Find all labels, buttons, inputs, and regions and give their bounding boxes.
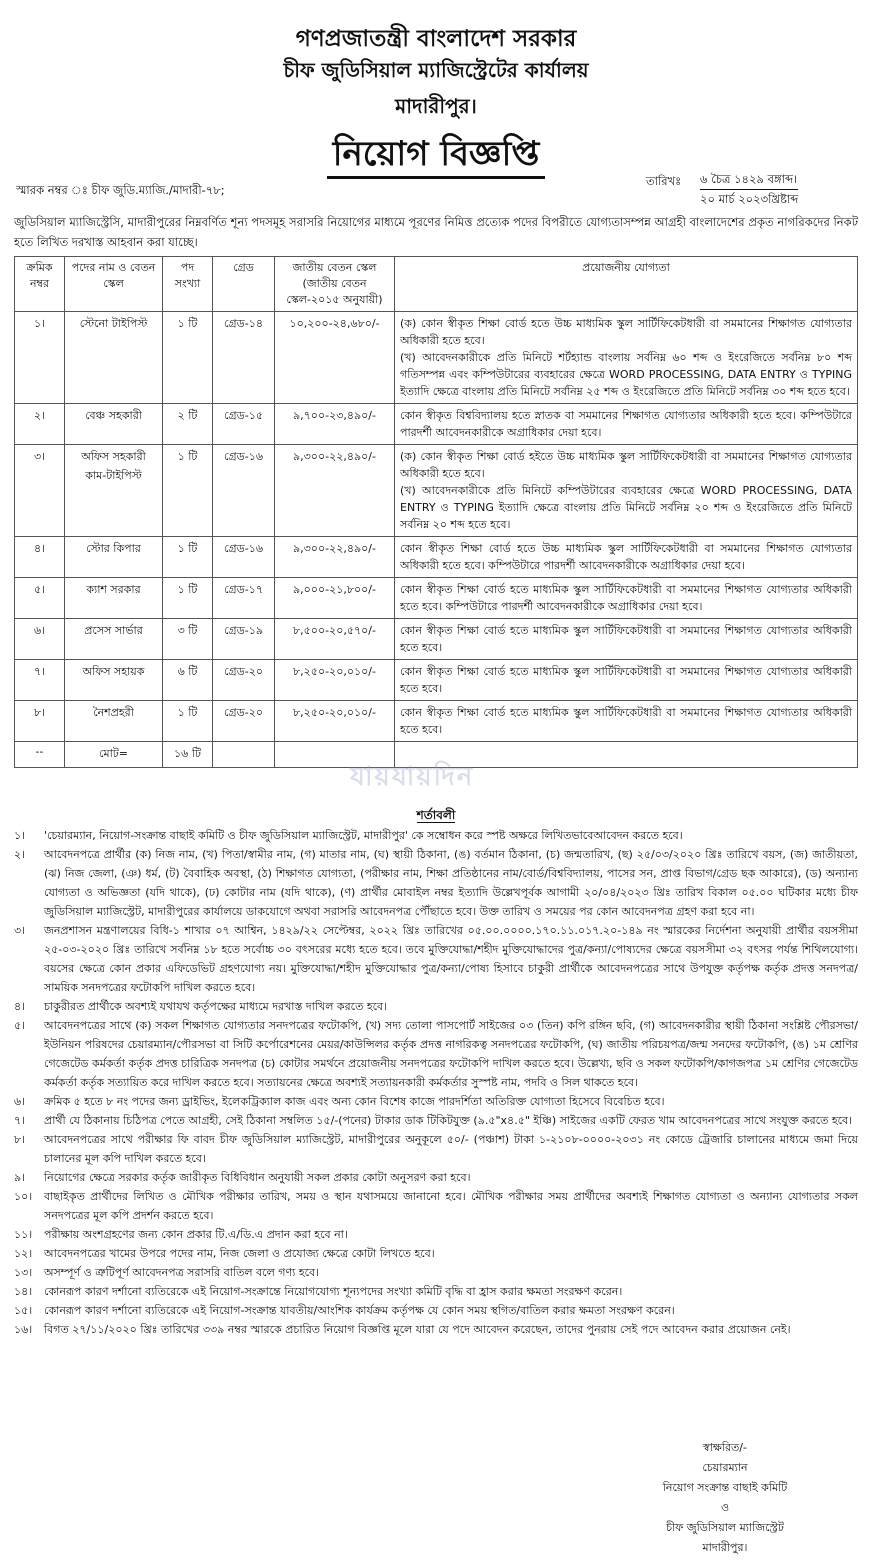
condition-text: 'চেয়ারম্যান, নিয়োগ-সংক্রান্ত বাছাই কমিটি ও চীফ জুডিসিয়াল ম্যাজিস্ট্রেট, মাদারীপুর' কে সম্বোধন করে স্পষ্ট অক্ষরে লিখিতভাবেআবেদন করতে হবে। — [44, 829, 683, 842]
cell-count: ১ টি — [163, 312, 213, 404]
condition-number: ১৫। — [14, 1304, 33, 1317]
cell-sl: ৭। — [15, 660, 65, 701]
watermark: যায়যায়দিন — [350, 762, 475, 792]
signatory-and: ও — [720, 1501, 730, 1514]
condition-text: আবেদনপত্রে প্রার্থীর (ক) নিজ নাম, (খ) পিতা/স্বামীর নাম, (গ) মাতার নাম, (ঘ) স্থায়ী ঠিকানা, (ঙ) বর্তমান ঠিকানা, (চ) জন্মতারিখ, (ছ) ২৫/০৩/২০২০ খ্রিঃ তারিখে বয়স, (জ) জাতীয়তা, (ঝ) নিজ জেলা, (ঞ) ধর্ম, (ট) বৈবাহিক অবস্থা, (ঠ) শিক্ষাগত যোগ্যতা, (পরীক্ষার নাম, শিক্ষা প্রতিষ্ঠানের নাম/বোর্ড/বিশ্ববিদ্যালয়, পাসের সন, প্রাপ্ত বিভাগ/গ্রেড ছক আকারে), (ড) অন্যান্য যোগ্যতা ও অভিজ্ঞতা (যদি থাকে), (ঢ) কোটার নাম (যদি থাকে), (ণ) প্রার্থীর মোবাইল নম্বর ইত্যাদি উল্লেখপূর্বক আগামী ২০/০৪/২০২৩ খ্রিঃ তারিখ বিকাল ০৫.০০ ঘটিকার মধ্যে চীফ জুডিসিয়াল ম্যাজিস্ট্রেট, মাদারীপুরের কার্যালয়ে ডাকযোগে অথবা সরাসরি আবেদনপত্র পৌঁছাতে হবে। উক্ত তারিখ ও সময়ের পর কোন আবেদনপত্র গ্রহণ করা হবে না। — [44, 848, 858, 918]
total-empty-cell — [213, 742, 275, 768]
cell-grade: গ্রেড-১৭ — [213, 578, 275, 619]
posts-table — [14, 256, 858, 768]
condition-number: ২। — [14, 848, 26, 861]
condition-item — [14, 1130, 858, 1168]
office-location: মাদারীপুর। — [395, 94, 477, 118]
cell-count: ৬ টি — [163, 660, 213, 701]
qualification-item: কোন স্বীকৃত শিক্ষা বোর্ড হতে মাধ্যমিক স্কুল সার্টিফিকেটধারী বা সমমানের শিক্ষাগত যোগ্যতার অধিকারী হতে হবে। — [400, 665, 852, 695]
condition-number: ৪। — [14, 1000, 26, 1013]
cell-scale: ৮,২৫০-২০,০১০/- — [275, 701, 395, 742]
condition-item — [14, 1244, 858, 1263]
cell-qualification — [395, 701, 858, 742]
date-english: ২০ মার্চ ২০২৩খ্রিষ্টাব্দ — [700, 192, 799, 206]
qualification-item: (ক) কোন স্বীকৃত শিক্ষা বোর্ড হতে উচ্চ মাধ্যমিক স্কুল সার্টিফিকেটধারী বা সমমানের শিক্ষাগত যোগ্যতার অধিকারী হতে হবে। — [400, 317, 852, 347]
table-row — [15, 537, 858, 578]
col-header-scale: জাতীয় বেতন স্কেল (জাতীয় বেতন স্কেল-২০১৫ অনুযায়ী) — [275, 257, 395, 312]
condition-number: ৮। — [14, 1133, 26, 1146]
condition-item — [14, 1092, 858, 1111]
cell-sl: ৫। — [15, 578, 65, 619]
condition-number: ৬। — [14, 1095, 26, 1108]
cell-grade: গ্রেড-১৬ — [213, 445, 275, 537]
condition-number: ১১। — [14, 1228, 33, 1241]
cell-count: ১ টি — [163, 445, 213, 537]
cell-count: ৩ টি — [163, 619, 213, 660]
cell-scale: ৯,০০০-২১,৮০০/- — [275, 578, 395, 619]
cell-grade: গ্রেড-২০ — [213, 701, 275, 742]
table-row — [15, 701, 858, 742]
date-bangla: ৬ চৈত্র ১৪২৯ বঙ্গাব্দ। — [700, 170, 798, 190]
cell-grade: গ্রেড-১৬ — [213, 537, 275, 578]
signatory-committee: নিয়োগ সংক্রান্ত বাছাই কমিটি — [662, 1481, 788, 1494]
condition-item — [14, 1111, 858, 1130]
condition-text: কোনরূপ কারণ দর্শানো ব্যতিরেকে এই নিয়োগ-সংক্রান্ত যাবতীয়/আংশিক কার্যক্রম কর্তৃপক্ষ যে কোন সময় স্থগিত/বাতিল করার ক্ষমতা সংরক্ষণ করেন। — [44, 1304, 675, 1317]
condition-item — [14, 1187, 858, 1225]
cell-qualification — [395, 312, 858, 404]
qualification-item: কোন স্বীকৃত শিক্ষা বোর্ড হতে উচ্চ মাধ্যমিক স্কুল সার্টিফিকেটধারী বা সমমানের শিক্ষাগত যোগ্যতার অধিকারী হতে হবে। কম্পিউটারে পারদর্শী আবেদনকারীকে অগ্রাধিকার দেয়া হবে। — [400, 542, 852, 572]
total-count: ১৬ টি — [163, 742, 213, 768]
cell-sl: ২। — [15, 404, 65, 445]
condition-number: ১৩। — [14, 1266, 33, 1279]
condition-text: আবেদনপত্রের সাথে পরীক্ষার ফি বাবদ চীফ জুডিসিয়াল ম্যাজিস্ট্রেট, মাদারীপুরের অনুকূলে ৫০/- (পঞ্চাশ) টাকা ১-২১০৮-০০০০-২০৩১ নং কোডে ট্রেজারি চালানের মাধ্যমে জমা দিয়ে চালানের মূল কপি দাখিল করতে হবে। — [44, 1133, 858, 1165]
date-label: তারিখঃ — [646, 174, 682, 188]
condition-text: চাকুরীরত প্রার্থীকে অবশ্যই যথাযথ কর্তৃপক্ষের মাধ্যমে দরখাস্ত দাখিল করতে হবে। — [44, 1000, 388, 1013]
condition-number: ৭। — [14, 1114, 26, 1127]
qualification-item: (খ) আবেদনকারীকে প্রতি মিনিটে শর্টহ্যান্ড বাংলায় সর্বনিম্ন ৬০ শব্দ ও ইংরেজিতে সর্বনিম্ন ৮০ শব্দ গতিসম্পন্ন এবং কম্পিউটারের ব্যবহারের ক্ষেত্রে WORD PROCESSING, DATA ENTRY ও TYPING ইত্যাদি ক্ষেত্রে বাংলায় প্রতি মিনিটে সর্বনিম্ন ২৫ শব্দ ও ইংরেজিতে প্রতি মিনিটে সর্বনিম্ন ৩০ শব্দ হতে হবে। — [400, 351, 852, 398]
date-block — [646, 170, 799, 208]
cell-sl: ১। — [15, 312, 65, 404]
government-name: গণপ্রজাতন্ত্রী বাংলাদেশ সরকার — [295, 26, 577, 52]
condition-item — [14, 1016, 858, 1092]
condition-number: ১। — [14, 829, 26, 842]
cell-qualification — [395, 445, 858, 537]
cell-post: বেঞ্চ সহকারী — [65, 404, 163, 445]
cell-post: স্টেনো টাইপিস্ট — [65, 312, 163, 404]
col-header-post: পদের নাম ও বেতন স্কেল — [65, 257, 163, 312]
col-header-sl: ক্রমিক নম্বর — [15, 257, 65, 312]
cell-post: প্রসেস সার্ভার — [65, 619, 163, 660]
cell-scale: ১০,২০০-২৪,৬৮০/- — [275, 312, 395, 404]
cell-post: নৈশপ্রহরী — [65, 701, 163, 742]
conditions-heading — [0, 807, 872, 827]
cell-count: ১ টি — [163, 578, 213, 619]
cell-grade: গ্রেড-২০ — [213, 660, 275, 701]
cell-sl: ৬। — [15, 619, 65, 660]
signature-block — [610, 1438, 840, 1558]
cell-grade: গ্রেড-১৯ — [213, 619, 275, 660]
cell-qualification — [395, 660, 858, 701]
condition-item — [14, 921, 858, 997]
memo-number: স্মারক নম্বর ঃ চীফ জুডি.ম্যাজি./মাদারী-৭৮; — [16, 183, 225, 197]
total-label: মোট= — [65, 742, 163, 768]
cell-scale: ৯,৩০০-২২,৪৯০/- — [275, 537, 395, 578]
condition-text: নিয়োগের ক্ষেত্রে সরকার কর্তৃক জারীকৃত বিধিবিধান অনুযায়ী সকল প্রকার কোটা অনুসরণ করা হবে। — [44, 1171, 471, 1184]
condition-text: ক্রমিক ৫ হতে ৮ নং পদের জন্য ড্রাইভিং, ইলেকট্রিক্যাল কাজ এবং অন্য কোন বিশেষ কাজে পারদর্শিতা অতিরিক্ত যোগ্যতা হিসেবে বিবেচিত হবে। — [44, 1095, 665, 1108]
cell-qualification — [395, 404, 858, 445]
condition-item — [14, 1263, 858, 1282]
condition-text: প্রার্থী যে ঠিকানায় চিঠিপত্র পেতে আগ্রহী, সেই ঠিকানা সম্বলিত ১৫/-(পনের) টাকার ডাক টিকিটযুক্ত (৯.৫"x৪.৫" ইঞ্চি) সাইজের একটি ফেরত খাম আবেদনপত্রের সাথে সংযুক্ত করতে হবে। — [44, 1114, 853, 1127]
table-header-row — [15, 257, 858, 312]
cell-grade: গ্রেড-১৪ — [213, 312, 275, 404]
condition-number: ১২। — [14, 1247, 33, 1260]
qualification-item: কোন স্বীকৃত বিশ্ববিদ্যালয় হতে স্নাতক বা সমমানের শিক্ষাগত যোগ্যতার অধিকারী হতে হবে। কম্পিউটারে পারদর্শী আবেদনকারীকে অগ্রাধিকার দেয়া হবে। — [400, 409, 852, 439]
title-text: নিয়োগ বিজ্ঞপ্তি — [327, 134, 546, 179]
condition-text: বিগত ২৭/১১/২০২০ খ্রিঃ তারিখের ৩৩৯ নম্বর স্মারকে প্রচারিত নিয়োগ বিজ্ঞপ্তি মূলে যারা যে পদে আবেদন করেছেন, তাদের পুনরায় সেই পদে আবেদন করার প্রয়োজন নেই। — [44, 1323, 791, 1336]
cell-qualification — [395, 619, 858, 660]
col-header-grade: গ্রেড — [213, 257, 275, 312]
office-name: চীফ জুডিসিয়াল ম্যাজিস্ট্রেটের কার্যালয় — [283, 58, 589, 82]
qualification-item: কোন স্বীকৃত শিক্ষা বোর্ড হতে মাধ্যমিক স্কুল সার্টিফিকেটধারী বা সমমানের শিক্ষাগত যোগ্যতার অধিকারী হতে হবে। — [400, 706, 852, 736]
signatory-office: চীফ জুডিসিয়াল ম্যাজিস্ট্রেট — [666, 1521, 784, 1534]
cell-scale: ৮,৫০০-২০,৫৭০/- — [275, 619, 395, 660]
condition-number: ৯। — [14, 1171, 26, 1184]
cell-sl: ৪। — [15, 537, 65, 578]
condition-text: আবেদনপত্রের খামের উপরে পদের নাম, নিজ জেলা ও প্রযোজ্য ক্ষেত্রে কোটা লিখতে হবে। — [44, 1247, 435, 1260]
cell-count: ১ টি — [163, 701, 213, 742]
qualification-item: কোন স্বীকৃত শিক্ষা বোর্ড হতে মাধ্যমিক স্কুল সার্টিফিকেটধারী বা সমমানের শিক্ষাগত যোগ্যতার অধিকারী হতে হবে। কম্পিউটারে পারদর্শী আবেদনকারীকে অগ্রাধিকার দেয়া হবে। — [400, 583, 852, 613]
condition-item — [14, 845, 858, 921]
table-row — [15, 445, 858, 537]
cell-post: স্টোর কিপার — [65, 537, 163, 578]
condition-item — [14, 1168, 858, 1187]
table-row — [15, 404, 858, 445]
cell-post: অফিস সহায়ক — [65, 660, 163, 701]
table-row — [15, 619, 858, 660]
condition-text: কোনরূপ কারণ দর্শানো ব্যতিরেকে এই নিয়োগ-সংক্রান্তে নিয়োগযোগ্য শূন্যপদের সংখ্যা কমিটি বৃদ্ধি বা হ্রাস করার ক্ষমতা সংরক্ষণ করেন। — [44, 1285, 623, 1298]
condition-item — [14, 1320, 858, 1339]
cell-post: ক্যাশ সরকার — [65, 578, 163, 619]
condition-text: বাছাইকৃত প্রার্থীদের লিখিত ও মৌখিক পরীক্ষার তারিখ, সময় ও স্থান যথাসময়ে জানানো হবে। মৌখিক পরীক্ষার সময় প্রার্থীদের অবশ্যই শিক্ষাগত যোগ্যতা ও অন্যান্য যোগ্যতার সকল সনদপত্রের মূল কপি প্রদর্শন করতে হবে। — [44, 1190, 858, 1222]
condition-number: ১৬। — [14, 1323, 33, 1336]
col-header-qualification: প্রয়োজনীয় যোগ্যতা — [395, 257, 858, 312]
col-header-count: পদ সংখ্যা — [163, 257, 213, 312]
table-row — [15, 312, 858, 404]
condition-number: ১০। — [14, 1190, 33, 1203]
qualification-item: (ক) কোন স্বীকৃত শিক্ষা বোর্ড হইতে উচ্চ মাধ্যমিক স্কুল সার্টিফিকেটধারী বা সমমানের শিক্ষাগত যোগ্যতার অধিকারী হতে হবে। — [400, 450, 852, 480]
conditions-heading-text: শর্তাবলী — [416, 808, 456, 822]
signatory-place: মাদারীপুর। — [702, 1541, 748, 1554]
condition-item — [14, 826, 858, 845]
cell-sl: ৮। — [15, 701, 65, 742]
cell-sl: ৩। — [15, 445, 65, 537]
condition-text: পরীক্ষায় অংশগ্রহণের জন্য কোন প্রকার টি.এ/ডি.এ প্রদান করা হবে না। — [44, 1228, 348, 1241]
total-sl: -- — [15, 742, 65, 768]
intro-paragraph: জুডিসিয়াল ম্যাজিস্ট্রেসি, মাদারীপুরের নিম্নবর্ণিত শূন্য পদসমূহ সরাসরি নিয়োগের মাধ্যমে পূরণের নিমিত্ত প্রত্যেক পদের বিপরীতে যোগ্যতাসম্পন্ন আগ্রহী বাংলাদেশের প্রকৃত নাগরিকদের নিকট হতে লিখিত দরখাস্ত আহবান করা যাচ্ছে। — [14, 215, 858, 249]
table-row — [15, 660, 858, 701]
condition-number: ১৪। — [14, 1285, 33, 1298]
cell-scale: ৮,২৫০-২০,০১০/- — [275, 660, 395, 701]
signed-text: স্বাক্ষরিত/- — [703, 1441, 747, 1454]
condition-number: ৫। — [14, 1019, 26, 1032]
cell-qualification — [395, 578, 858, 619]
signatory-role: চেয়ারম্যান — [702, 1461, 748, 1474]
cell-post: অফিস সহকারী কাম-টাইপিস্ট — [65, 445, 163, 537]
condition-text: জনপ্রশাসন মন্ত্রণালয়ের বিধি-১ শাখার ০৭ আশ্বিন, ১৪২৯/২২ সেপ্টেম্বর, ২০২২ খ্রিঃ তারিখের ০৫.০০.০০০০.১৭০.১১.০১৭.২০-১৪৯ নং স্মারকের নির্দেশনা অনুযায়ী প্রার্থীর বয়সসীমা ২৫-০৩-২০২০ খ্রিঃ তারিখে সর্বনিম্ন ১৮ হতে সর্বোচ্চ ৩০ বৎসরের মধ্যে হতে হবে। তবে মুক্তিযোদ্ধা/শহীদ মুক্তিযোদ্ধাদের পুত্র/কন্যা/পোষ্যদের ক্ষেত্রে বয়সসীমা ৩২ বৎসর পর্যন্ত শিথিলযোগ্য। বয়সের ক্ষেত্রে কোন প্রকার এফিডেভিট গ্রহণযোগ্য নয়। মুক্তিযোদ্ধা/শহীদ মুক্তিযোদ্ধার পুত্র/কন্যা/পোষ্য হিসাবে চাকুরী প্রার্থীকে আবেদনপত্রের সাথে উপযুক্ত কর্তৃপক্ষ কর্তৃক প্রদত্ত সনদপত্র/সাময়িক সনদপত্রের ফটোকপি দাখিল করতে হবে। — [44, 924, 858, 994]
qualification-item: কোন স্বীকৃত শিক্ষা বোর্ড হতে মাধ্যমিক স্কুল সার্টিফিকেটধারী বা সমমানের শিক্ষাগত যোগ্যতার অধিকারী হতে হবে। — [400, 624, 852, 654]
condition-number: ৩। — [14, 924, 26, 937]
condition-item — [14, 1225, 858, 1244]
condition-text: আবেদনপত্রের সাথে (ক) সকল শিক্ষাগত যোগ্যতার সনদপত্রের ফটোকপি, (খ) সদ্য তোলা পাসপোর্ট সাইজের ০৩ (তিন) কপি রঙ্গিন ছবি, (গ) আবেদনকারীর স্থায়ী ঠিকানা সংশ্লিষ্ট পৌরসভা/ইউনিয়ন পরিষদের চেয়ারম্যান/পৌরসভা বা সিটি কর্পোরেশনের মেয়র/কাউন্সিলর কর্তৃক প্রদত্ত নাগরিকত্ব সনদপত্রের ফটোকপি, (ঘ) জাতীয় পরিচয়পত্র/জন্ম সনদের ফটোকপি, (ঙ) ১ম শ্রেণির গেজেটেড কর্মকর্তা কর্তৃক প্রদত্ত চারিত্রিক সনদপত্র (চ) কোটার সমর্থনে প্রয়োজনীয় সনদপত্রের ফটোকপি দাখিল করতে হবে। উল্লেখ্য, ছবি ও সকল ফটোকপি/কাগজপত্র ১ম শ্রেণির গেজেটেড কর্মকর্তা কর্তৃক সত্যায়িত করে দাখিল করতে হবে। সত্যায়নের ক্ষেত্রে অবশ্যই সত্যায়নকারী কর্মকর্তার সুস্পষ্ট নাম, পদবি ও সিল থাকতে হবে। — [44, 1019, 858, 1089]
cell-count: ২ টি — [163, 404, 213, 445]
cell-scale: ৯,৩০০-২২,৪৯০/- — [275, 445, 395, 537]
qualification-item: (খ) আবেদনকারীকে প্রতি মিনিটে কম্পিউটারের ব্যবহারের ক্ষেত্রে WORD PROCESSING, DATA ENTRY ও TYPING ইত্যাদি ক্ষেত্রে বাংলায় প্রতি মিনিটে সর্বনিম্ন ২০ শব্দ ও ইংরেজিতে প্রতি মিনিটে সর্বনিম্ন ২০ শব্দ হতে হবে। — [400, 484, 852, 531]
cell-scale: ৯,৭০০-২৩,৪৯০/- — [275, 404, 395, 445]
condition-item — [14, 997, 858, 1016]
cell-qualification — [395, 537, 858, 578]
table-row — [15, 578, 858, 619]
conditions-list — [14, 826, 858, 1339]
condition-text: অসম্পূর্ণ ও ত্রুটিপূর্ণ আবেদনপত্র সরাসরি বাতিল বলে গণ্য হবে। — [44, 1266, 320, 1279]
condition-item — [14, 1301, 858, 1320]
cell-count: ১ টি — [163, 537, 213, 578]
cell-grade: গ্রেড-১৫ — [213, 404, 275, 445]
condition-item — [14, 1282, 858, 1301]
